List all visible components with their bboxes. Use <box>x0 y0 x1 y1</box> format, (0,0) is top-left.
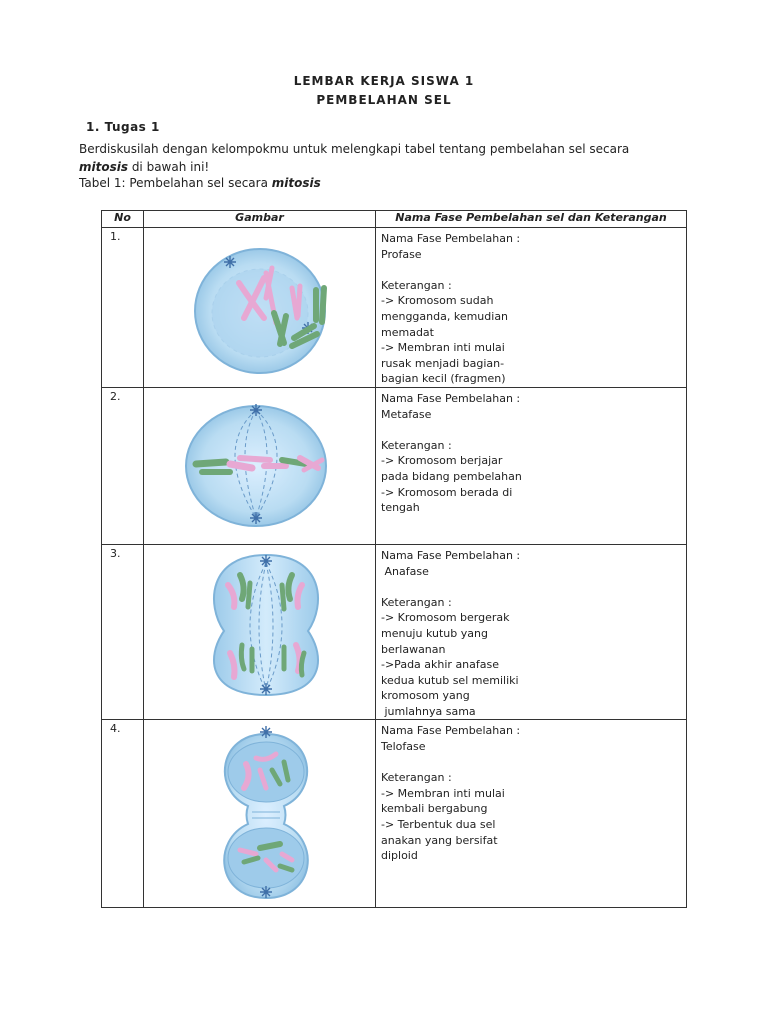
desc-line: memadat <box>381 325 434 339</box>
desc-line: bagian kecil (fragmen) <box>381 372 506 386</box>
row-number: 1. <box>102 228 144 388</box>
table-row <box>102 720 687 908</box>
desc-line: Nama Fase Pembelahan : <box>381 232 521 245</box>
desc-line: jumlahnya sama <box>381 704 476 718</box>
desc-line: menuju kutub yang <box>381 626 488 640</box>
intro-text: Berdiskusilah dengan kelompokmu untuk melengkapi tabel tentang pembelahan sel secara <box>79 142 630 156</box>
desc-line: kembali bergabung <box>381 802 488 816</box>
desc-line: Keterangan : <box>381 278 452 292</box>
task-instructions <box>79 140 699 176</box>
desc-line: ->Pada akhir anafase <box>381 658 500 672</box>
table-row <box>102 228 687 388</box>
desc-line: kedua kutub sel memiliki <box>381 673 519 687</box>
phase-description <box>376 387 687 544</box>
header-nama-fase: Nama Fase Pembelahan sel dan Keterangan <box>376 211 687 228</box>
desc-line: Nama Fase Pembelahan : <box>381 391 521 405</box>
desc-line: diploid <box>381 849 418 863</box>
desc-line: Nama Fase Pembelahan : <box>381 548 521 562</box>
desc-line: -> Kromosom sudah <box>381 294 494 308</box>
prophase-image <box>144 228 376 388</box>
desc-line: rusak menjadi bagian- <box>381 356 505 370</box>
desc-line: tengah <box>381 501 420 515</box>
table-header-row <box>102 211 687 228</box>
metaphase-image <box>144 387 376 544</box>
phase-name: Profase <box>381 247 422 261</box>
desc-line: -> Membran inti mulai <box>381 786 505 800</box>
desc-line: -> Kromosom berada di <box>381 485 513 499</box>
telophase-image <box>144 720 376 908</box>
desc-line: anakan yang bersifat <box>381 833 498 847</box>
intro-text-end: di bawah ini! <box>128 160 210 174</box>
desc-line: -> Kromosom bergerak <box>381 611 510 625</box>
desc-line: Keterangan : <box>381 771 452 785</box>
desc-line: Keterangan : <box>381 595 452 609</box>
desc-line: kromosom yang <box>381 689 470 703</box>
prophase-cell-illustration <box>144 228 376 383</box>
desc-line: -> Terbentuk dua sel <box>381 818 496 832</box>
desc-line: -> Kromosom berjajar <box>381 454 503 468</box>
caption-prefix: Tabel 1: Pembelahan sel secara <box>79 176 272 190</box>
header-no: No <box>102 211 144 228</box>
row-number: 3. <box>102 544 144 720</box>
header-gambar: Gambar <box>144 211 376 228</box>
desc-spacer <box>381 755 682 771</box>
row-number: 4. <box>102 720 144 908</box>
table-row <box>102 544 687 720</box>
desc-line: mengganda, kemudian <box>381 309 509 323</box>
intro-emphasis: mitosis <box>79 160 128 174</box>
worksheet-title: LEMBAR KERJA SISWA 1 <box>293 74 475 88</box>
mitosis-table <box>101 210 687 908</box>
desc-spacer <box>381 262 682 278</box>
anaphase-cell-illustration <box>144 545 376 717</box>
desc-line: berlawanan <box>381 642 446 656</box>
desc-spacer <box>381 422 682 438</box>
table-row <box>102 387 687 544</box>
desc-line: Keterangan : <box>381 438 452 452</box>
row-number: 2. <box>102 387 144 544</box>
caption-emphasis: mitosis <box>271 176 321 190</box>
desc-line: Nama Fase Pembelahan : <box>381 724 521 738</box>
desc-spacer <box>381 579 682 595</box>
task-heading: 1. Tugas 1 <box>86 120 160 134</box>
telophase-cell-illustration <box>144 720 376 907</box>
phase-description <box>376 720 687 908</box>
worksheet-subtitle: PEMBELAHAN SEL <box>316 93 452 107</box>
phase-name: Anafase <box>381 564 429 578</box>
desc-line: pada bidang pembelahan <box>381 469 522 483</box>
phase-description <box>376 228 687 388</box>
metaphase-cell-illustration <box>144 388 376 544</box>
table-caption <box>79 176 321 190</box>
phase-name: Telofase <box>381 740 426 754</box>
phase-description <box>376 544 687 720</box>
desc-line: -> Membran inti mulai <box>381 341 505 355</box>
anaphase-image <box>144 544 376 720</box>
phase-name: Metafase <box>381 407 432 421</box>
